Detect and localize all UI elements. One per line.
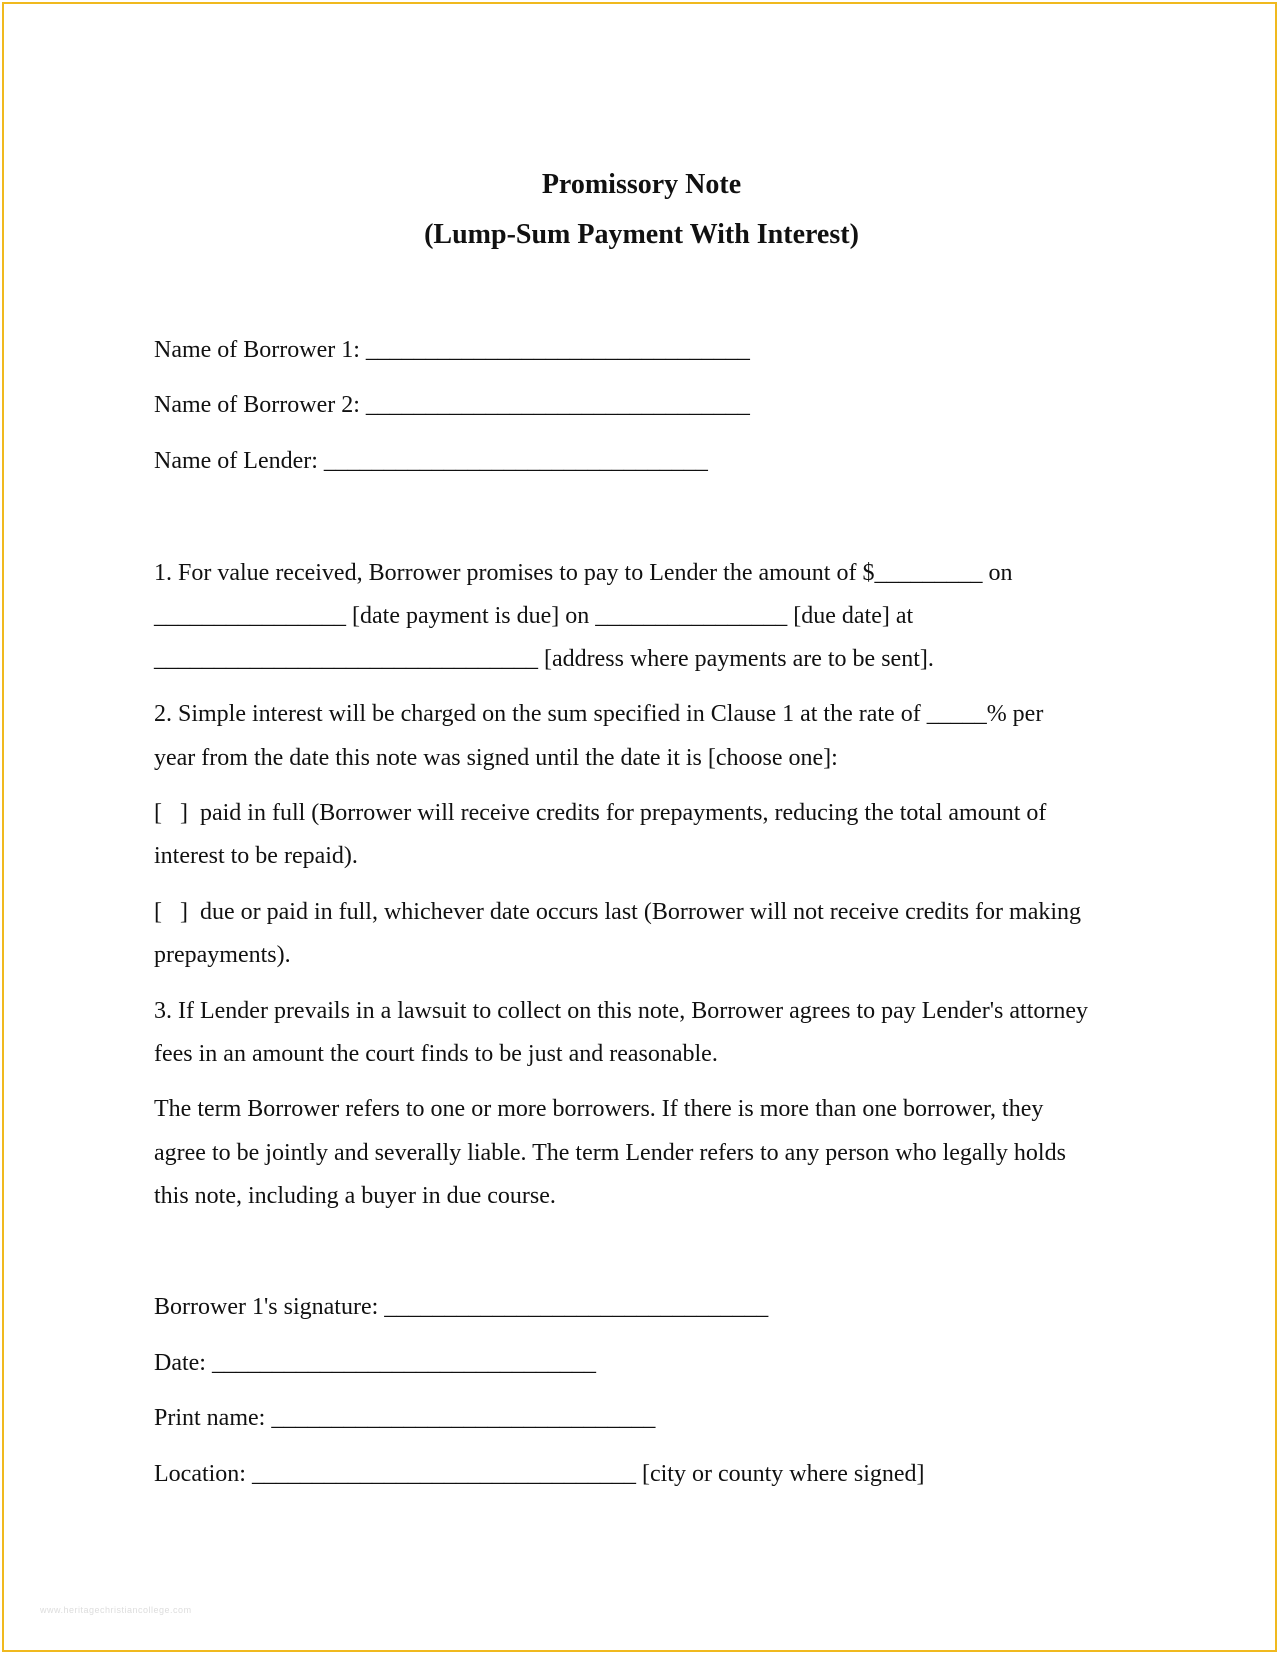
clause2-option2-line1: [ ] due or paid in full, whichever date occurs last (Borrower will not receive credits for making [154,899,1082,925]
clause1-line2: ________________ [date payment is due] on ________________ [due date] at [154,603,914,629]
clause2-option1-line1: [ ] paid in full (Borrower will receive credits for prepayments, reducing the total amount of [154,800,1047,826]
clause2-line2: year from the date this note was signed until the date it is [choose one]: [154,745,838,771]
clause3-line1: 3. If Lender prevails in a lawsuit to collect on this note, Borrower agrees to pay Lender's attorney [154,998,1089,1024]
definitions-line1: The term Borrower refers to one or more borrowers. If there is more than one borrower, they [154,1096,1044,1122]
clause1-line1: 1. For value received, Borrower promises to pay to Lender the amount of $_________ on [154,560,1013,586]
lender-name-field: Name of Lender: ________________________________ [154,448,708,474]
document-title: Promissory Note [541,169,742,200]
clause2-line1: 2. Simple interest will be charged on the sum specified in Clause 1 at the rate of _____% per [154,701,1044,727]
borrower2-name-field: Name of Borrower 2: ________________________________ [154,392,750,418]
watermark: www.heritagechristiancollege.com [40,1605,192,1615]
location-field: Location: ________________________________ [city or county where signed] [154,1461,925,1487]
borrower1-name-field: Name of Borrower 1: ________________________________ [154,337,750,363]
definitions-line2: agree to be jointly and severally liable. The term Lender refers to any person who legally holds [154,1140,1066,1166]
clause3-line2: fees in an amount the court finds to be just and reasonable. [154,1041,718,1067]
signature-date-field: Date: ________________________________ [154,1350,596,1376]
clause2-option2-line2: prepayments). [154,942,291,968]
print-name-field: Print name: ________________________________ [154,1405,656,1431]
borrower1-signature-field: Borrower 1's signature: ________________________________ [154,1294,769,1320]
document-subtitle: (Lump-Sum Payment With Interest) [424,219,859,250]
definitions-line3: this note, including a buyer in due course. [154,1183,556,1209]
clause2-option1-line2: interest to be repaid). [154,843,358,869]
clause1-line3: ________________________________ [address where payments are to be sent]. [154,646,934,672]
